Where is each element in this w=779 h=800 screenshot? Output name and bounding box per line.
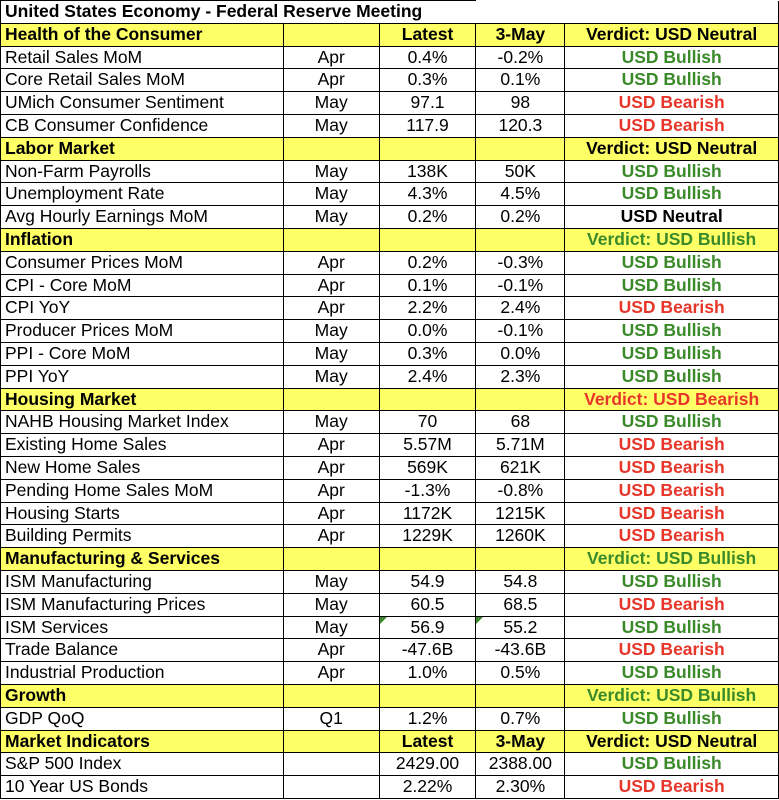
table-row: [1, 753, 779, 776]
indicator-name-cell[interactable]: Unemployment Rate: [1, 183, 284, 206]
table-row: [1, 297, 779, 320]
prior-value-cell[interactable]: 0.0%: [476, 342, 565, 365]
period-cell[interactable]: Apr: [283, 251, 379, 274]
period-cell[interactable]: May: [283, 92, 379, 115]
prior-value-cell[interactable]: 1215K: [476, 502, 565, 525]
title-row: [1, 1, 779, 24]
indicator-name-cell[interactable]: Building Permits: [1, 525, 284, 548]
verdict-cell[interactable]: USD Bullish: [565, 365, 779, 388]
verdict-cell[interactable]: USD Bullish: [565, 251, 779, 274]
period-cell[interactable]: Apr: [283, 502, 379, 525]
indicator-name-cell[interactable]: PPI YoY: [1, 365, 284, 388]
period-cell[interactable]: [283, 548, 379, 571]
latest-value-cell[interactable]: 2.22%: [379, 776, 476, 799]
table-row: [1, 525, 779, 548]
table-row: [1, 69, 779, 92]
latest-value-cell[interactable]: 0.3%: [379, 69, 476, 92]
latest-value-cell[interactable]: 4.3%: [379, 183, 476, 206]
latest-value-cell[interactable]: -47.6B: [379, 639, 476, 662]
latest-value-cell[interactable]: Latest: [379, 730, 476, 753]
latest-value-cell[interactable]: 0.3%: [379, 342, 476, 365]
latest-value-cell[interactable]: 0.1%: [379, 274, 476, 297]
latest-value-cell[interactable]: 5.57M: [379, 434, 476, 457]
period-cell[interactable]: May: [283, 114, 379, 137]
prior-value-cell[interactable]: 5.71M: [476, 434, 565, 457]
period-cell[interactable]: Apr: [283, 456, 379, 479]
period-cell[interactable]: May: [283, 342, 379, 365]
period-cell[interactable]: [283, 730, 379, 753]
prior-value-cell[interactable]: 50K: [476, 160, 565, 183]
indicator-name-cell[interactable]: CPI - Core MoM: [1, 274, 284, 297]
table-row: [1, 593, 779, 616]
indicator-name-cell[interactable]: Industrial Production: [1, 662, 284, 685]
latest-value-cell[interactable]: [379, 684, 476, 707]
indicator-name-cell[interactable]: Inflation: [1, 228, 284, 251]
indicator-name-cell[interactable]: CB Consumer Confidence: [1, 114, 284, 137]
indicator-name-cell[interactable]: Producer Prices MoM: [1, 320, 284, 343]
indicator-name-cell[interactable]: Avg Hourly Earnings MoM: [1, 206, 284, 229]
latest-value-cell[interactable]: 56.9: [379, 616, 476, 639]
verdict-cell[interactable]: USD Bullish: [565, 662, 779, 685]
table-row: [1, 434, 779, 457]
verdict-cell[interactable]: USD Bullish: [565, 69, 779, 92]
indicator-name-cell[interactable]: Non-Farm Payrolls: [1, 160, 284, 183]
empty-cell[interactable]: [565, 1, 779, 24]
table-row: [1, 411, 779, 434]
period-cell[interactable]: Apr: [283, 479, 379, 502]
prior-value-cell[interactable]: 98: [476, 92, 565, 115]
prior-value-cell[interactable]: 621K: [476, 456, 565, 479]
verdict-cell[interactable]: Verdict: USD Neutral: [565, 137, 779, 160]
period-cell[interactable]: Apr: [283, 525, 379, 548]
prior-value-cell[interactable]: 68: [476, 411, 565, 434]
period-cell[interactable]: [283, 137, 379, 160]
latest-value-cell[interactable]: -1.3%: [379, 479, 476, 502]
indicator-name-cell[interactable]: NAHB Housing Market Index: [1, 411, 284, 434]
latest-value-cell[interactable]: 0.2%: [379, 251, 476, 274]
prior-value-cell[interactable]: [476, 548, 565, 571]
verdict-cell[interactable]: USD Bearish: [565, 639, 779, 662]
period-cell[interactable]: May: [283, 160, 379, 183]
period-cell[interactable]: [283, 776, 379, 799]
period-cell[interactable]: May: [283, 570, 379, 593]
prior-value-cell[interactable]: 2.3%: [476, 365, 565, 388]
indicator-name-cell[interactable]: Market Indicators: [1, 730, 284, 753]
period-cell[interactable]: Apr: [283, 434, 379, 457]
latest-value-cell[interactable]: Latest: [379, 23, 476, 46]
period-cell[interactable]: Apr: [283, 297, 379, 320]
table-row: [1, 616, 779, 639]
sheet-title[interactable]: United States Economy - Federal Reserve Meeting: [1, 1, 476, 24]
prior-value-cell[interactable]: 120.3: [476, 114, 565, 137]
section-header-row: [1, 137, 779, 160]
indicator-name-cell[interactable]: Housing Market: [1, 388, 284, 411]
indicator-name-cell[interactable]: New Home Sales: [1, 456, 284, 479]
prior-value-cell[interactable]: -0.2%: [476, 46, 565, 69]
period-cell[interactable]: Apr: [283, 274, 379, 297]
verdict-cell[interactable]: Verdict: USD Neutral: [565, 730, 779, 753]
prior-value-cell[interactable]: 1260K: [476, 525, 565, 548]
prior-value-cell[interactable]: 0.5%: [476, 662, 565, 685]
verdict-cell[interactable]: Verdict: USD Bullish: [565, 548, 779, 571]
period-cell[interactable]: May: [283, 593, 379, 616]
latest-value-cell[interactable]: 1229K: [379, 525, 476, 548]
indicator-name-cell[interactable]: Housing Starts: [1, 502, 284, 525]
period-cell[interactable]: [283, 684, 379, 707]
indicator-name-cell[interactable]: Labor Market: [1, 137, 284, 160]
indicator-name-cell[interactable]: Growth: [1, 684, 284, 707]
table-row: [1, 206, 779, 229]
indicator-name-cell[interactable]: CPI YoY: [1, 297, 284, 320]
period-cell[interactable]: [283, 23, 379, 46]
indicator-name-cell[interactable]: Trade Balance: [1, 639, 284, 662]
prior-value-cell[interactable]: 54.8: [476, 570, 565, 593]
table-row: [1, 707, 779, 730]
period-cell[interactable]: Apr: [283, 639, 379, 662]
latest-value-cell[interactable]: 117.9: [379, 114, 476, 137]
verdict-cell[interactable]: USD Bearish: [565, 525, 779, 548]
table-row: [1, 160, 779, 183]
period-cell[interactable]: May: [283, 365, 379, 388]
indicator-name-cell[interactable]: Manufacturing & Services: [1, 548, 284, 571]
latest-value-cell[interactable]: 569K: [379, 456, 476, 479]
latest-value-cell[interactable]: 1.0%: [379, 662, 476, 685]
verdict-cell[interactable]: USD Neutral: [565, 206, 779, 229]
indicator-name-cell[interactable]: Existing Home Sales: [1, 434, 284, 457]
verdict-cell[interactable]: USD Bearish: [565, 92, 779, 115]
period-cell[interactable]: May: [283, 206, 379, 229]
indicator-name-cell[interactable]: Core Retail Sales MoM: [1, 69, 284, 92]
section-header-row: [1, 23, 779, 46]
verdict-cell[interactable]: USD Bullish: [565, 570, 779, 593]
prior-value-cell[interactable]: 4.5%: [476, 183, 565, 206]
latest-value-cell[interactable]: [379, 548, 476, 571]
period-cell[interactable]: Apr: [283, 46, 379, 69]
prior-value-cell[interactable]: [476, 388, 565, 411]
verdict-cell[interactable]: USD Bullish: [565, 160, 779, 183]
verdict-cell[interactable]: Verdict: USD Bearish: [565, 388, 779, 411]
period-cell[interactable]: Q1: [283, 707, 379, 730]
prior-value-cell[interactable]: 0.7%: [476, 707, 565, 730]
prior-value-cell[interactable]: 3-May: [476, 730, 565, 753]
table-row: [1, 114, 779, 137]
prior-value-cell[interactable]: 2388.00: [476, 753, 565, 776]
indicator-name-cell[interactable]: PPI - Core MoM: [1, 342, 284, 365]
table-row: [1, 274, 779, 297]
latest-value-cell[interactable]: 0.4%: [379, 46, 476, 69]
latest-value-cell[interactable]: 70: [379, 411, 476, 434]
period-cell[interactable]: Apr: [283, 662, 379, 685]
table-row: [1, 251, 779, 274]
verdict-cell[interactable]: Verdict: USD Neutral: [565, 23, 779, 46]
indicator-name-cell[interactable]: ISM Manufacturing Prices: [1, 593, 284, 616]
verdict-cell[interactable]: USD Bullish: [565, 274, 779, 297]
prior-value-cell[interactable]: -43.6B: [476, 639, 565, 662]
prior-value-cell[interactable]: [476, 684, 565, 707]
prior-value-cell[interactable]: 55.2: [476, 616, 565, 639]
latest-value-cell[interactable]: 2429.00: [379, 753, 476, 776]
latest-value-cell[interactable]: 0.2%: [379, 206, 476, 229]
table-row: [1, 479, 779, 502]
table-row: [1, 776, 779, 799]
verdict-cell[interactable]: USD Bullish: [565, 342, 779, 365]
prior-value-cell[interactable]: -0.8%: [476, 479, 565, 502]
verdict-cell[interactable]: USD Bullish: [565, 411, 779, 434]
period-cell[interactable]: May: [283, 616, 379, 639]
section-header-row: [1, 684, 779, 707]
table-row: [1, 570, 779, 593]
indicator-name-cell[interactable]: ISM Services: [1, 616, 284, 639]
verdict-cell[interactable]: USD Bearish: [565, 502, 779, 525]
latest-value-cell[interactable]: [379, 388, 476, 411]
table-row: [1, 320, 779, 343]
section-header-row: [1, 730, 779, 753]
verdict-cell[interactable]: Verdict: USD Bullish: [565, 684, 779, 707]
prior-value-cell[interactable]: 2.4%: [476, 297, 565, 320]
table-row: [1, 342, 779, 365]
verdict-cell[interactable]: USD Bearish: [565, 479, 779, 502]
latest-value-cell[interactable]: 138K: [379, 160, 476, 183]
prior-value-cell[interactable]: -0.3%: [476, 251, 565, 274]
period-cell[interactable]: [283, 753, 379, 776]
period-cell[interactable]: [283, 228, 379, 251]
verdict-cell[interactable]: USD Bearish: [565, 434, 779, 457]
verdict-cell[interactable]: USD Bearish: [565, 456, 779, 479]
section-header-row: [1, 388, 779, 411]
indicator-name-cell[interactable]: S&P 500 Index: [1, 753, 284, 776]
indicator-name-cell[interactable]: Retail Sales MoM: [1, 46, 284, 69]
prior-value-cell[interactable]: 2.30%: [476, 776, 565, 799]
prior-value-cell[interactable]: 68.5: [476, 593, 565, 616]
prior-value-cell[interactable]: -0.1%: [476, 320, 565, 343]
latest-value-cell[interactable]: [379, 137, 476, 160]
latest-value-cell[interactable]: 54.9: [379, 570, 476, 593]
table-row: [1, 92, 779, 115]
table-row: [1, 46, 779, 69]
verdict-cell[interactable]: USD Bearish: [565, 114, 779, 137]
prior-value-cell[interactable]: 3-May: [476, 23, 565, 46]
table-row: [1, 456, 779, 479]
table-row: [1, 502, 779, 525]
section-header-row: [1, 228, 779, 251]
indicator-name-cell[interactable]: GDP QoQ: [1, 707, 284, 730]
indicator-name-cell[interactable]: 10 Year US Bonds: [1, 776, 284, 799]
section-header-row: [1, 548, 779, 571]
latest-value-cell[interactable]: 2.4%: [379, 365, 476, 388]
latest-value-cell[interactable]: 1.2%: [379, 707, 476, 730]
verdict-cell[interactable]: USD Bullish: [565, 183, 779, 206]
verdict-cell[interactable]: USD Bullish: [565, 46, 779, 69]
table-row: [1, 365, 779, 388]
verdict-cell[interactable]: USD Bullish: [565, 707, 779, 730]
latest-value-cell[interactable]: [379, 228, 476, 251]
latest-value-cell[interactable]: 2.2%: [379, 297, 476, 320]
indicator-name-cell[interactable]: Pending Home Sales MoM: [1, 479, 284, 502]
period-cell[interactable]: Apr: [283, 69, 379, 92]
verdict-cell[interactable]: USD Bearish: [565, 593, 779, 616]
latest-value-cell[interactable]: 1172K: [379, 502, 476, 525]
table-row: [1, 639, 779, 662]
verdict-cell[interactable]: USD Bullish: [565, 616, 779, 639]
table-row: [1, 183, 779, 206]
latest-value-cell[interactable]: 60.5: [379, 593, 476, 616]
prior-value-cell[interactable]: [476, 228, 565, 251]
prior-value-cell[interactable]: -0.1%: [476, 274, 565, 297]
indicator-name-cell[interactable]: Health of the Consumer: [1, 23, 284, 46]
indicator-name-cell[interactable]: ISM Manufacturing: [1, 570, 284, 593]
empty-cell[interactable]: [476, 1, 565, 24]
indicator-name-cell[interactable]: Consumer Prices MoM: [1, 251, 284, 274]
verdict-cell[interactable]: USD Bullish: [565, 320, 779, 343]
prior-value-cell[interactable]: 0.2%: [476, 206, 565, 229]
table-row: [1, 662, 779, 685]
latest-value-cell[interactable]: 0.0%: [379, 320, 476, 343]
period-cell[interactable]: May: [283, 320, 379, 343]
verdict-cell[interactable]: USD Bearish: [565, 297, 779, 320]
verdict-cell[interactable]: Verdict: USD Bullish: [565, 228, 779, 251]
table-body: [1, 1, 779, 799]
indicator-name-cell[interactable]: UMich Consumer Sentiment: [1, 92, 284, 115]
period-cell[interactable]: May: [283, 411, 379, 434]
latest-value-cell[interactable]: 97.1: [379, 92, 476, 115]
verdict-cell[interactable]: USD Bearish: [565, 776, 779, 799]
prior-value-cell[interactable]: [476, 137, 565, 160]
prior-value-cell[interactable]: 0.1%: [476, 69, 565, 92]
period-cell[interactable]: [283, 388, 379, 411]
period-cell[interactable]: May: [283, 183, 379, 206]
verdict-cell[interactable]: USD Bullish: [565, 753, 779, 776]
